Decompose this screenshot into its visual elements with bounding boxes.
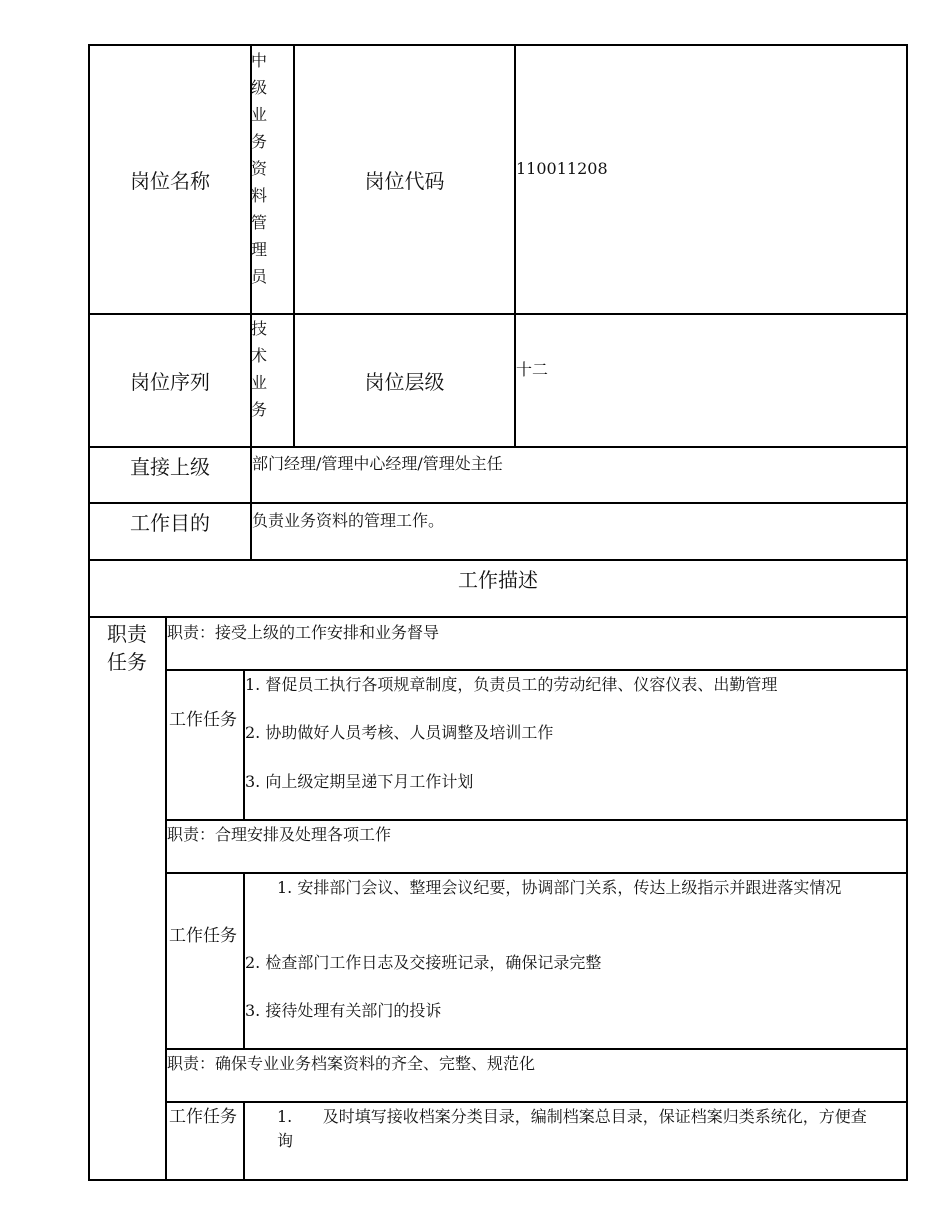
col-divider [165, 616, 167, 1180]
post-code-label: 岗位代码 [364, 169, 445, 193]
col-divider [243, 1101, 245, 1180]
row-divider [165, 872, 908, 874]
post-level-label: 岗位层级 [364, 370, 445, 394]
responsibility-title: 职责：合理安排及处理各项工作 [167, 825, 392, 844]
task-label: 工作任务 [169, 1107, 237, 1127]
col-divider [514, 44, 516, 447]
responsibility-title: 职责：确保专业业务档案资料的齐全、完整、规范化 [167, 1054, 536, 1073]
row-divider [88, 616, 908, 618]
duty-label: 职责任务 [107, 622, 147, 674]
post-code-value: 110011208 [516, 159, 608, 178]
task-label: 工作任务 [169, 926, 237, 946]
responsibility-title: 职责：接受上级的工作安排和业务督导 [167, 623, 440, 642]
task-item: 3. 向上级定期呈递下月工作计划 [245, 772, 474, 791]
supervisor-value: 部门经理/管理中心经理/管理处主任 [252, 454, 503, 473]
task-item: 1. 督促员工执行各项规章制度，负责员工的劳动纪律、仪容仪表、出勤管理 [245, 675, 778, 694]
task-item: 2. 协助做好人员考核、人员调整及培训工作 [245, 723, 554, 742]
task-label: 工作任务 [169, 710, 237, 730]
row-divider [165, 669, 908, 671]
post-series-value: 技术业务 [251, 319, 268, 419]
row-divider [165, 819, 908, 821]
post-level-value: 十二 [516, 360, 549, 379]
purpose-label: 工作目的 [130, 510, 210, 535]
purpose-value: 负责业务资料的管理工作。 [252, 511, 445, 530]
supervisor-label: 直接上级 [130, 454, 210, 479]
table-border-right [906, 44, 908, 1181]
task-item: 2. 检查部门工作日志及交接班记录，确保记录完整 [245, 953, 602, 972]
task-item: 1. 安排部门会议、整理会议纪要，协调部门关系，传达上级指示并跟进落实情况 [277, 878, 842, 897]
post-name-label: 岗位名称 [130, 169, 210, 193]
table-border-bottom [88, 1179, 908, 1181]
description-title: 工作描述 [458, 567, 538, 592]
post-series-label: 岗位序列 [130, 370, 210, 394]
row-divider [165, 1048, 908, 1050]
post-name-value: 中级业务资料管理员 [251, 51, 268, 286]
task-item: 1. 及时填写接收档案分类目录，编制档案总目录，保证档案归类系统化，方便查询 [277, 1107, 867, 1150]
task-item: 3. 接待处理有关部门的投诉 [245, 1001, 442, 1020]
row-divider [165, 1101, 908, 1103]
